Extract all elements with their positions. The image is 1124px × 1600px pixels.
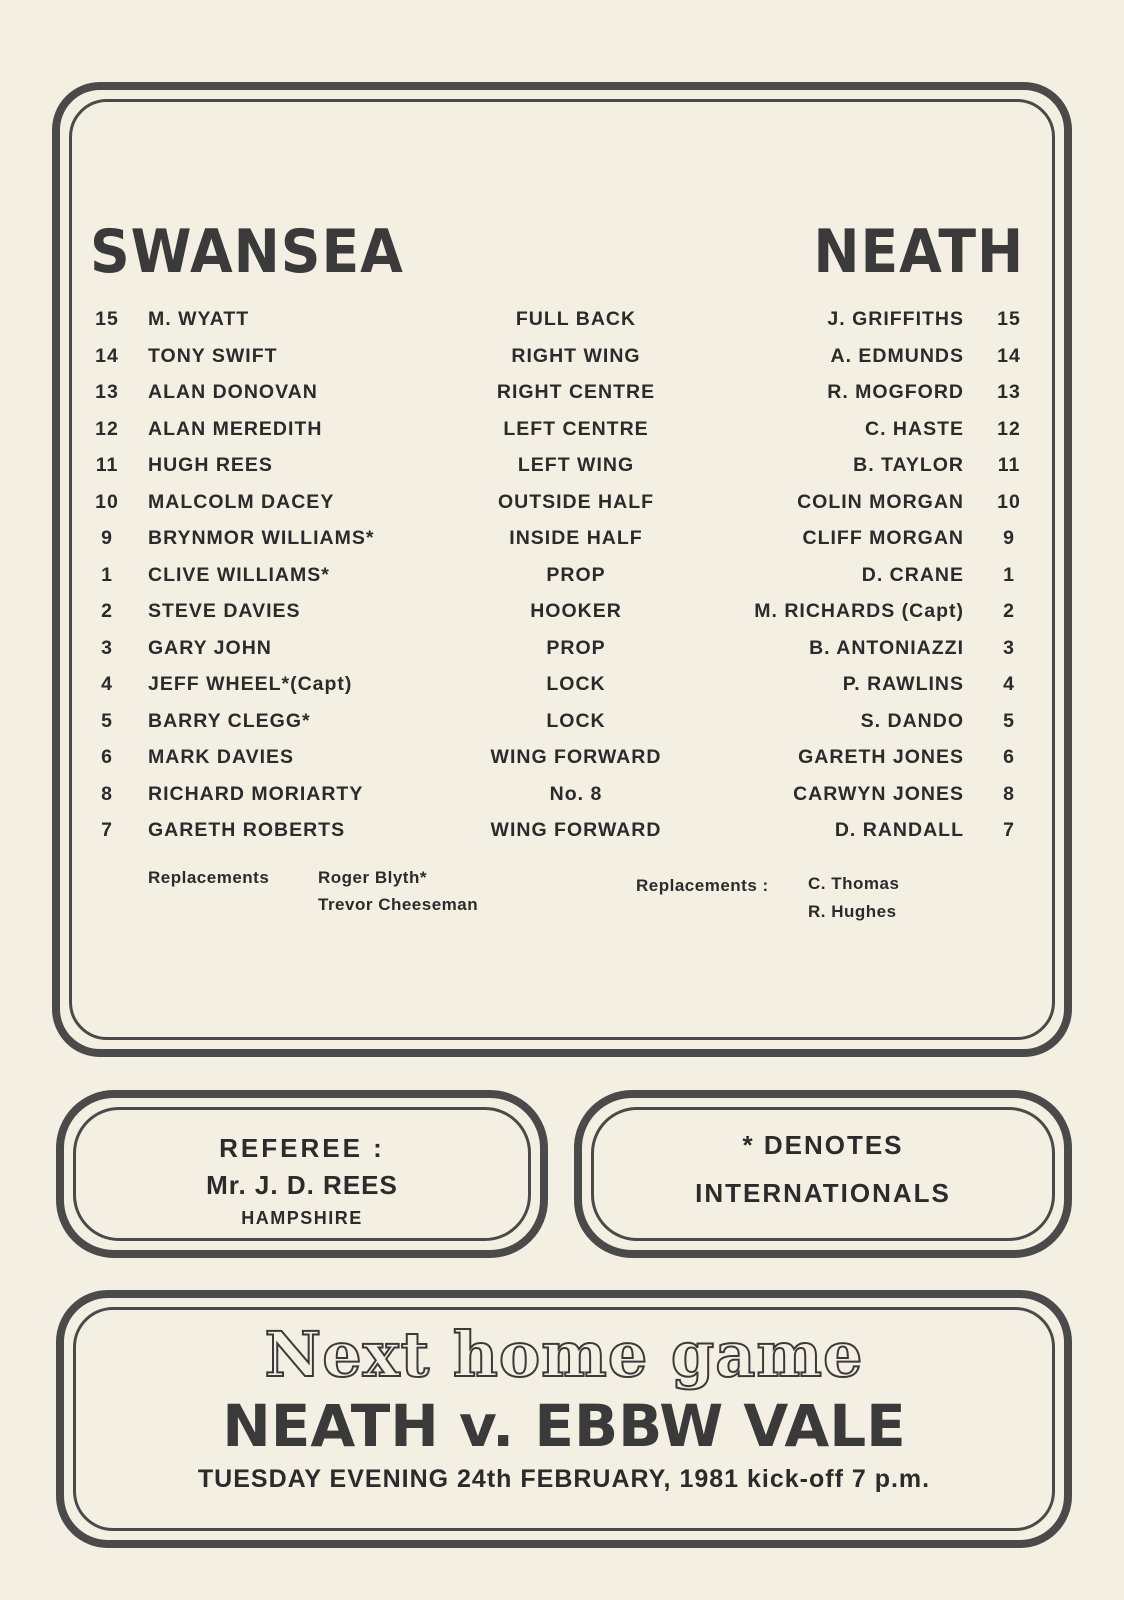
- position-label: LOCK: [546, 673, 606, 695]
- away-number: 8: [1003, 782, 1015, 805]
- position-label: INSIDE HALF: [509, 527, 643, 549]
- away-number: 9: [1003, 527, 1015, 549]
- home-player: BRYNMOR WILLIAMS*: [148, 527, 375, 549]
- position-label: WING FORWARD: [490, 746, 662, 768]
- home-number: 6: [101, 746, 113, 768]
- home-player: GARY JOHN: [148, 636, 272, 659]
- home-player: RICHARD MORIARTY: [148, 782, 364, 805]
- away-number: 4: [1003, 673, 1015, 695]
- away-player: S. DANDO: [860, 709, 964, 732]
- position-label: LEFT CENTRE: [503, 417, 649, 440]
- away-replacement-player: R. Hughes: [808, 902, 897, 921]
- lineup-row: [0, 519, 1124, 556]
- position-label: LOCK: [546, 709, 606, 732]
- home-number: 14: [95, 344, 119, 367]
- home-number: 15: [95, 308, 119, 330]
- home-number: 13: [95, 381, 119, 403]
- away-player: COLIN MORGAN: [797, 490, 964, 513]
- lineup-row: [0, 483, 1124, 520]
- position-label: WING FORWARD: [490, 819, 662, 841]
- home-player: ALAN DONOVAN: [148, 381, 318, 403]
- home-number: 4: [101, 673, 113, 695]
- lineup-row: [0, 629, 1124, 666]
- next-home-game-heading: Next home game: [264, 1318, 864, 1391]
- next-fixture-title: NEATH v. EBBW VALE: [222, 1392, 906, 1460]
- position-label: FULL BACK: [515, 308, 637, 330]
- home-replacement-player: Trevor Cheeseman: [318, 895, 479, 914]
- home-player: JEFF WHEEL*(Capt): [148, 673, 353, 695]
- away-player: D. CRANE: [861, 563, 964, 586]
- home-number: 11: [95, 454, 119, 476]
- lineup-row: [0, 446, 1124, 483]
- home-player: TONY SWIFT: [148, 344, 278, 367]
- away-team-title: NEATH: [813, 217, 1024, 287]
- home-number: 9: [101, 527, 113, 549]
- position-label: LEFT WING: [517, 454, 635, 476]
- lineup-row: [0, 300, 1124, 337]
- away-number: 2: [1003, 600, 1015, 622]
- home-number: 12: [95, 417, 119, 440]
- lineup-row: [0, 410, 1124, 447]
- home-player: M. WYATT: [148, 308, 250, 330]
- away-number: 3: [1003, 636, 1015, 659]
- position-label: OUTSIDE HALF: [497, 490, 655, 513]
- away-player: A. EDMUNDS: [830, 344, 964, 367]
- away-player: B. ANTONIAZZI: [809, 636, 964, 659]
- away-replacement-player: C. Thomas: [808, 874, 900, 893]
- home-player: HUGH REES: [148, 454, 273, 476]
- away-player: P. RAWLINS: [842, 673, 964, 695]
- home-number: 2: [101, 600, 113, 622]
- home-player: MARK DAVIES: [148, 746, 295, 768]
- home-player: MALCOLM DACEY: [148, 490, 335, 513]
- internationals-label: INTERNATIONALS: [695, 1178, 951, 1208]
- referee-name: Mr. J. D. REES: [206, 1170, 398, 1200]
- away-number: 10: [997, 490, 1021, 513]
- away-player: CLIFF MORGAN: [802, 527, 964, 549]
- position-label: RIGHT CENTRE: [496, 381, 656, 403]
- away-number: 13: [997, 381, 1021, 403]
- referee-label: REFEREE :: [219, 1133, 385, 1163]
- referee-county: HAMPSHIRE: [241, 1208, 363, 1228]
- away-number: 12: [997, 417, 1021, 440]
- away-player: M. RICHARDS (Capt): [754, 600, 964, 622]
- home-number: 5: [101, 709, 113, 732]
- home-player: STEVE DAVIES: [148, 600, 301, 622]
- home-number: 3: [101, 636, 113, 659]
- away-number: 7: [1003, 819, 1015, 841]
- lineup-list: [0, 300, 1124, 848]
- away-player: J. GRIFFITHS: [827, 308, 964, 330]
- home-team-title: SWANSEA: [90, 217, 404, 287]
- next-fixture-date: TUESDAY EVENING 24th FEBRUARY, 1981 kick-off 7 p.m.: [197, 1465, 931, 1493]
- denotes-label: * DENOTES: [742, 1130, 904, 1160]
- home-player: GARETH ROBERTS: [148, 819, 346, 841]
- lineup-row: [0, 592, 1124, 629]
- lineup-row: [0, 556, 1124, 593]
- home-player: ALAN MEREDITH: [148, 417, 323, 440]
- lineup-row: [0, 811, 1124, 848]
- position-label: RIGHT WING: [511, 344, 641, 367]
- position-label: PROP: [546, 563, 606, 586]
- lineup-row: [0, 373, 1124, 410]
- lineup-row: [0, 665, 1124, 702]
- position-label: PROP: [546, 636, 606, 659]
- away-player: D. RANDALL: [834, 819, 964, 841]
- away-player: R. MOGFORD: [827, 381, 964, 403]
- away-number: 15: [997, 308, 1021, 330]
- home-number: 1: [101, 563, 113, 586]
- home-player: BARRY CLEGG*: [148, 709, 311, 732]
- lineup-row: [0, 775, 1124, 812]
- away-number: 1: [1003, 563, 1015, 586]
- home-number: 7: [101, 819, 113, 841]
- away-number: 14: [997, 344, 1021, 367]
- home-replacements-label: Replacements: [148, 868, 270, 887]
- home-number: 8: [101, 782, 113, 805]
- lineup-row: [0, 702, 1124, 739]
- away-replacements-label: Replacements :: [636, 876, 769, 895]
- away-player: C. HASTE: [864, 417, 964, 440]
- home-player: CLIVE WILLIAMS*: [148, 563, 330, 586]
- away-player: GARETH JONES: [798, 746, 964, 768]
- away-number: 6: [1003, 746, 1015, 768]
- lineup-row: [0, 738, 1124, 775]
- position-label: No. 8: [549, 782, 603, 805]
- internationals-note-panel: [574, 1090, 1072, 1258]
- away-player: B. TAYLOR: [853, 454, 964, 476]
- lineup-row: [0, 337, 1124, 374]
- home-number: 10: [95, 490, 119, 513]
- away-player: CARWYN JONES: [793, 782, 964, 805]
- home-replacement-player: Roger Blyth*: [318, 868, 427, 887]
- position-label: HOOKER: [530, 600, 622, 622]
- away-number: 11: [997, 454, 1021, 476]
- away-number: 5: [1003, 709, 1015, 732]
